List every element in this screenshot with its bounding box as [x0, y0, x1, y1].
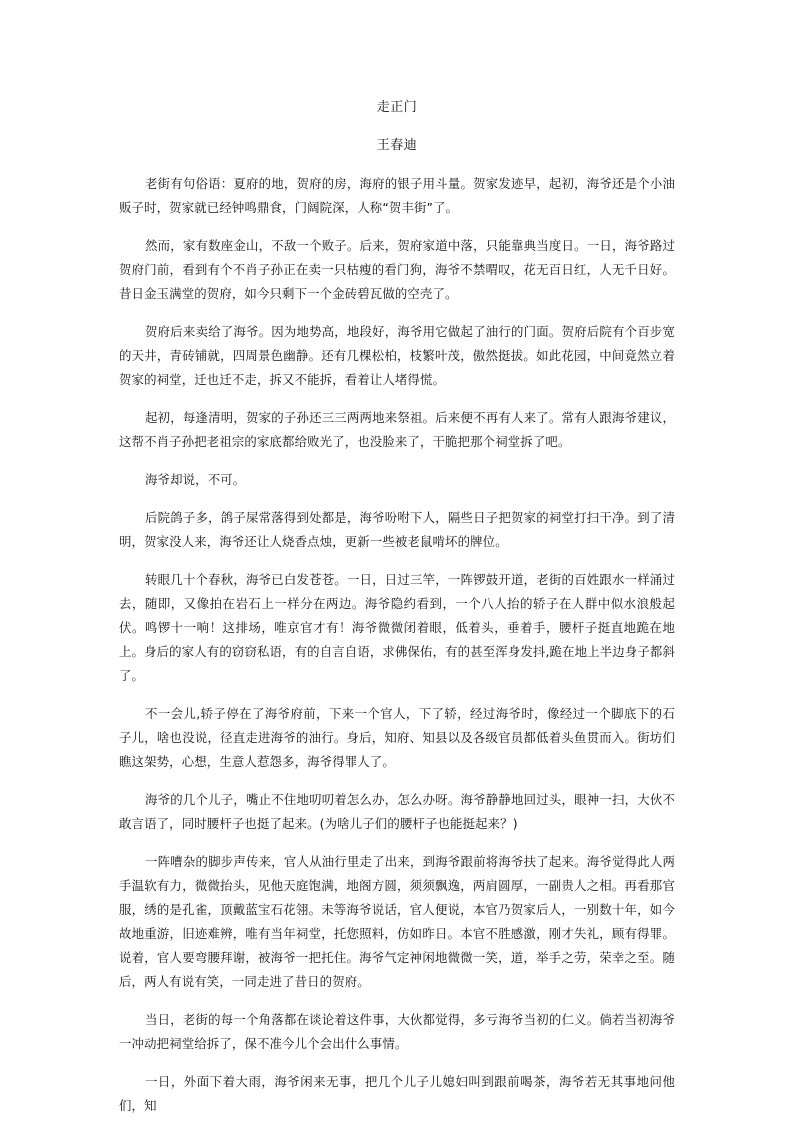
author-name: 王春迪: [376, 138, 418, 153]
paragraph: 老街有句俗语：夏府的地，贺府的房，海府的银子用斗量。贺家发迹早，起初，海爷还是个小油贩子时，贺家就已经钟鸣鼎食，门阔院深，人称“贺丰街”了。: [119, 176, 675, 215]
paragraph: 不一会儿,轿子停在了海爷府前，下来一个官人，下了轿，经过海爷时，像经过一个脚底下的石子儿，啥也没说，径直走进海爷的油行。身后，知府、知县以及各级官员都低着头鱼贯而入。街坊们瞧这架势，心想，生意人惹怨多，海爷得罪人了。: [119, 706, 675, 769]
paragraph: 一日，外面下着大雨，海爷闲来无事，把几个儿子儿媳妇叫到跟前喝茶，海爷若无其事地问他们，知: [119, 1074, 675, 1113]
paragraph: 转眼几十个春秋，海爷已白发苍苍。一日，日过三竿，一阵锣鼓开道，老街的百姓跟水一样涌过去，随即，又像拍在岩石上一样分在两边。海爷隐约看到，一个八人抬的轿子在人群中似水浪般起伏。鸣锣十一响！这排场，唯京官才有！海爷微微闭着眼，低着头，垂着手，腰杆子挺直地跪在地上。身后的家人有的窃窃私语，有的自言自语，求佛保佑，有的甚至浑身发抖,跪在地上半边身子都斜了。: [119, 572, 675, 683]
paragraph: 后院鸽子多，鸽子屎常落得到处都是，海爷吩咐下人，隔些日子把贺家的祠堂打扫干净。到了清明，贺家没人来，海爷还让人烧香点烛，更新一些被老鼠啃坏的牌位。: [119, 510, 675, 549]
paragraph: 海爷的几个儿子，嘴止不住地叨叨着怎么办，怎么办呀。海爷静静地回过头，眼神一扫，大伙不敢言语了，同时腰杆子也挺了起来。(为啥儿子们的腰杆子也能挺起来？): [119, 792, 675, 831]
paragraph: 一阵嘈杂的脚步声传来，官人从油行里走了出来，到海爷跟前将海爷扶了起来。海爷觉得此人两手温软有力，微微抬头，见他天庭饱满，地阁方圆，须须飘逸，两肩圆厚，一副贵人之相。再看那官服，绣的是孔雀，顶戴蓝宝石花翎。未等海爷说话，官人便说，本官乃贺家后人，一别数十年，如今故地重游，旧迹难辨，唯有当年祠堂，托您照料，仿如昨日。本官不胜感激，刚才失礼，顾有得罪。说着，官人要弯腰拜谢，被海爷一把托住。海爷气定神闲地微微一笑，道，举手之劳，荣幸之至。随后，两人有说有笑，一同走进了昔日的贺府。: [119, 854, 675, 989]
paragraph: 起初，每逢清明，贺家的子孙还三三两两地来祭祖。后来便不再有人来了。常有人跟海爷建议，这帮不肖子孙把老祖宗的家底都给败光了，也没脸来了，干脆把那个祠堂拆了吧。: [119, 410, 675, 449]
paragraph: 贺府后来卖给了海爷。因为地势高，地段好，海爷用它做起了油行的门面。贺府后院有个百步宽的天井，青砖铺就，四周景色幽静。还有几棵松柏，枝繁叶茂，傲然挺拔。如此花园，中间竟然立着贺家的祠堂，迁也迁不走，拆又不能拆，看着让人堵得慌。: [119, 324, 675, 387]
story-body: [119, 172, 675, 1132]
story-title: 走正门: [376, 100, 418, 115]
paragraph: 当日，老街的每一个角落都在谈论着这件事，大伙都觉得，多亏海爷当初的仁义。倘若当初海爷一冲动把祠堂给拆了，保不准今儿个会出什么事情。: [119, 1012, 675, 1051]
paragraph: 海爷却说，不可。: [145, 472, 246, 487]
paragraph: 然而，家有数座金山，不敌一个败子。后来，贺府家道中落，只能靠典当度日。一日，海爷路过贺府门前，看到有个不肖子孙正在卖一只枯瘦的看门狗，海爷不禁喟叹，花无百日红，人无千日好。昔日金玉满堂的贺府，如今只剩下一个金砖碧瓦做的空壳了。: [119, 238, 675, 301]
